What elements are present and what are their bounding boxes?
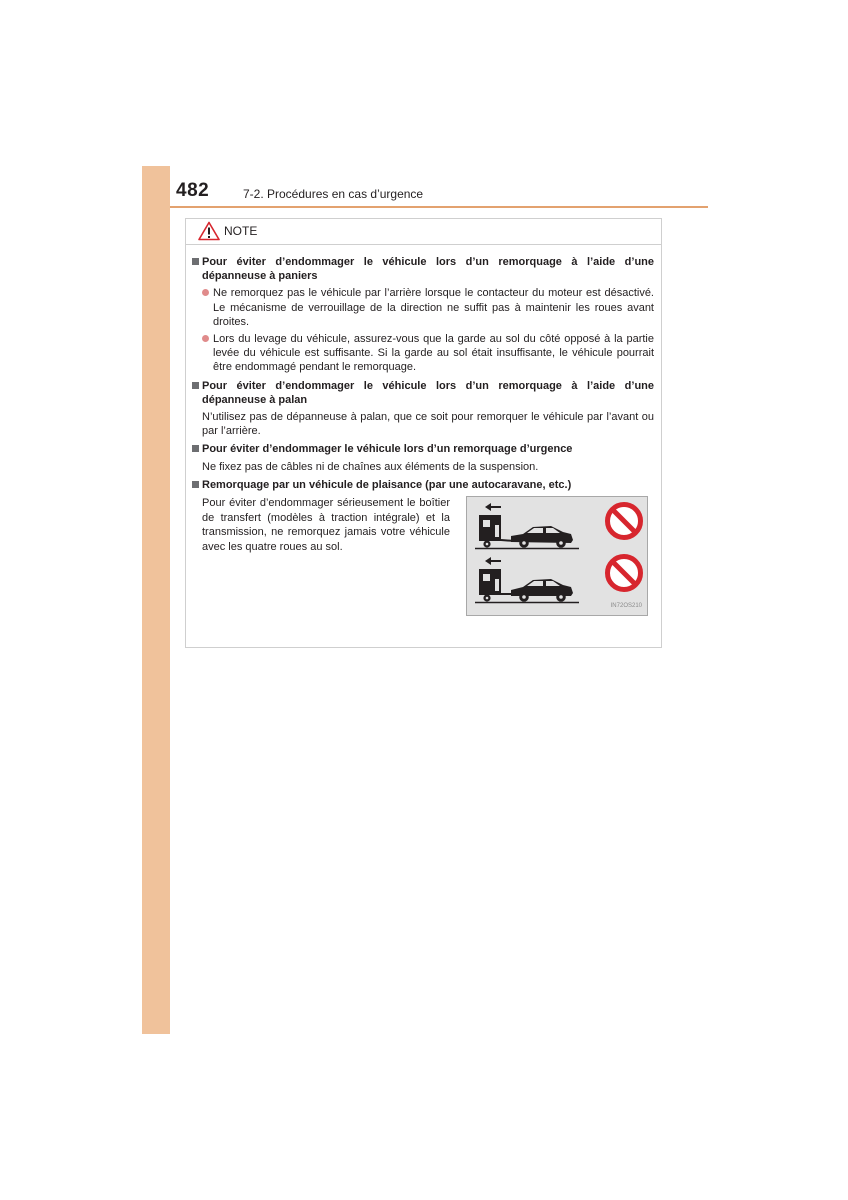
note-box: [185, 218, 662, 648]
motorhome-icon: [479, 515, 501, 548]
square-bullet-icon: [192, 258, 199, 265]
bullet-item: [200, 332, 654, 375]
bullet-text: Ne remorquez pas le véhicule par l’arrière lorsque le contacteur du moteur est désactivé. Le mécanisme de verrouillage de la direction ne suffit pas à maintenir les roues avant droites.: [213, 287, 654, 328]
square-bullet-icon: [192, 445, 199, 452]
item-title: Pour éviter d’endommager le véhicule lors d’un remorquage d’urgence: [202, 443, 573, 456]
note-header: [186, 219, 661, 245]
item-title: Pour éviter d’endommager le véhicule lors d’un remorquage à l’aide d’une dépanneuse à paniers: [202, 256, 654, 283]
arrow-left-icon: [485, 557, 501, 565]
round-bullet-icon: [202, 289, 209, 296]
note-item: [190, 255, 658, 283]
square-bullet-icon: [192, 382, 199, 389]
note-item: [190, 478, 658, 492]
section-title: 7-2. Procédures en cas d’urgence: [243, 187, 424, 201]
figure-code: IN72OS210: [610, 602, 642, 609]
item-title: Pour éviter d’endommager le véhicule lors d’un remorquage à l’aide d’une dépanneuse à palan: [202, 379, 654, 406]
page-number: 482: [176, 180, 210, 201]
round-bullet-icon: [202, 335, 209, 342]
motorhome-icon: [479, 569, 501, 602]
towing-illustration-drawing: [467, 497, 647, 615]
last-item-content: [190, 496, 658, 616]
note-body: [190, 255, 658, 616]
car-icon: [511, 579, 573, 602]
towing-illustration: [466, 496, 648, 616]
note-label: NOTE: [224, 224, 258, 238]
note-item: [190, 442, 658, 473]
prohibited-icon: [608, 505, 641, 538]
car-icon: [511, 526, 573, 548]
item-text: Ne fixez pas de câbles ni de chaînes aux éléments de la suspension.: [202, 460, 539, 473]
chapter-side-tab: [142, 166, 170, 1034]
warning-triangle-icon: [198, 221, 220, 241]
arrow-left-icon: [485, 503, 501, 511]
square-bullet-icon: [192, 481, 199, 488]
bullet-text: Lors du levage du véhicule, assurez-vous que la garde au sol du côté opposé à la partie levée du véhicule est suffisante. Si la garde au sol était insuffisante, le véhicule pourrait être endommagé pendant le remorquage.: [213, 333, 654, 374]
item-text: N’utilisez pas de dépanneuse à palan, que ce soit pour remorquer le véhicule par l’avant ou par l’arrière.: [202, 411, 654, 438]
header-rule: [170, 206, 708, 208]
item-title: Remorquage par un véhicule de plaisance (par une autocaravane, etc.): [202, 478, 572, 491]
bullet-item: [200, 286, 654, 329]
item-text: Pour éviter d’endommager sérieusement le boîtier de transfert (modèles à traction intégrale) et la transmission, ne remorquez jamais votre véhicule avec les quatre roues au sol.: [202, 497, 450, 553]
note-item: [190, 379, 658, 439]
prohibited-icon: [608, 557, 641, 590]
